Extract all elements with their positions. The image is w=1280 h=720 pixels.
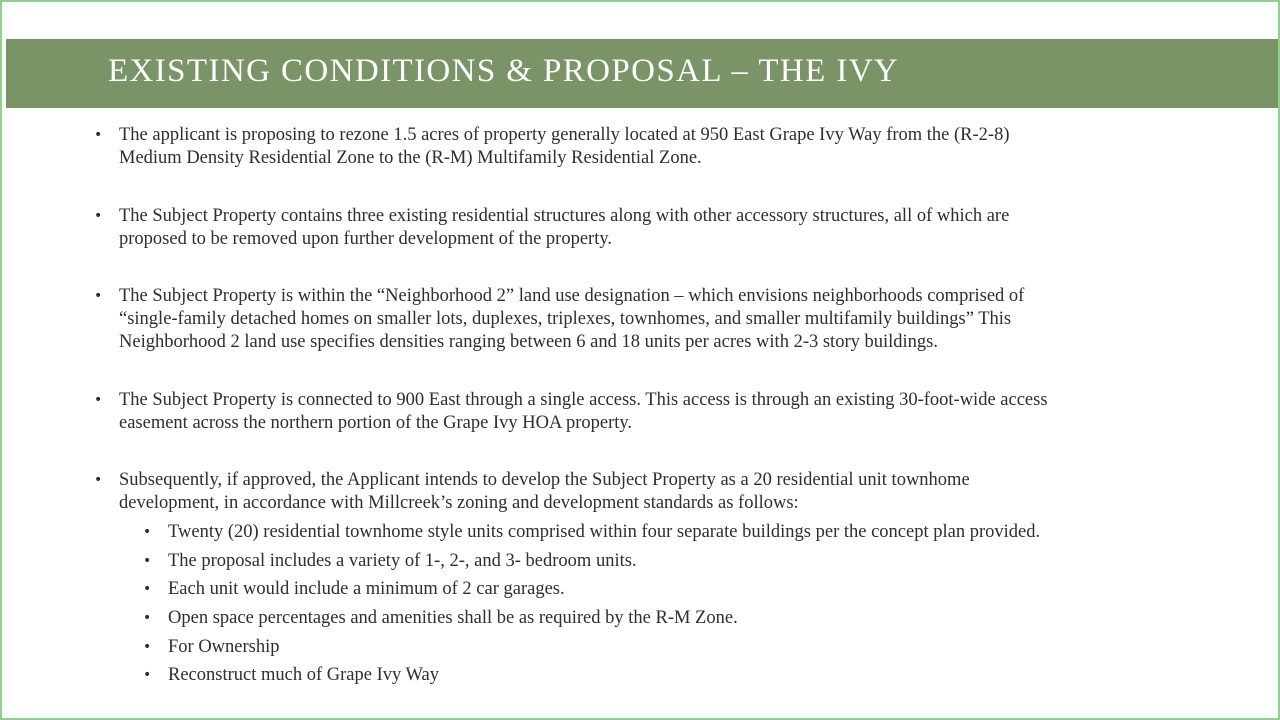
bullet-line: “single-family detached homes on smaller lots, duplexes, triplexes, townhomes, and smaller multifamily buildings” This	[119, 309, 1012, 329]
bullet-item	[119, 469, 1179, 515]
bullet-line: Medium Density Residential Zone to the (R-M) Multifamily Residential Zone.	[119, 148, 702, 168]
sub-bullet-item: • Twenty (20) residential townhome style units comprised within four separate buildings per the concept plan provided.	[168, 521, 1228, 544]
sub-bullet-item: • Reconstruct much of Grape Ivy Way	[168, 664, 1228, 687]
bullet-line: • The Subject Property is within the “Neighborhood 2” land use designation – which envisions neighborhoods comprised of	[119, 286, 1025, 306]
bullet-line: • The Subject Property contains three existing residential structures along with other accessory structures, all of which are	[119, 206, 1010, 226]
bullet-line: development, in accordance with Millcreek’s zoning and development standards as follows:	[119, 493, 799, 513]
bullet-item	[119, 285, 1179, 354]
bullet-item	[119, 124, 1179, 170]
slide-title: EXISTING CONDITIONS & PROPOSAL – THE IVY	[108, 53, 900, 89]
bullet-item	[119, 389, 1179, 435]
bullet-line: • The applicant is proposing to rezone 1.5 acres of property generally located at 950 East Grape Ivy Way from the (R-2-8)	[119, 125, 1010, 145]
bullet-item	[119, 205, 1179, 251]
bullet-line: Neighborhood 2 land use specifies densities ranging between 6 and 18 units per acres with 2-3 story buildings.	[119, 332, 938, 352]
sub-bullet-item: • The proposal includes a variety of 1-, 2-, and 3- bedroom units.	[168, 550, 1228, 573]
bullet-line: easement across the northern portion of the Grape Ivy HOA property.	[119, 413, 633, 433]
bullet-line: • The Subject Property is connected to 900 East through a single access. This access is through an existing 30-foot-wide access	[119, 390, 1048, 410]
sub-bullet-item: • Open space percentages and amenities shall be as required by the R-M Zone.	[168, 607, 1228, 630]
bullet-line: proposed to be removed upon further development of the property.	[119, 229, 613, 249]
sub-bullet-item: • Each unit would include a minimum of 2 car garages.	[168, 578, 1228, 601]
sub-bullet-item: • For Ownership	[168, 636, 1228, 659]
title-bar	[6, 39, 1278, 108]
bullet-line: • Subsequently, if approved, the Applicant intends to develop the Subject Property as a 20 residential unit townhome	[119, 470, 970, 490]
